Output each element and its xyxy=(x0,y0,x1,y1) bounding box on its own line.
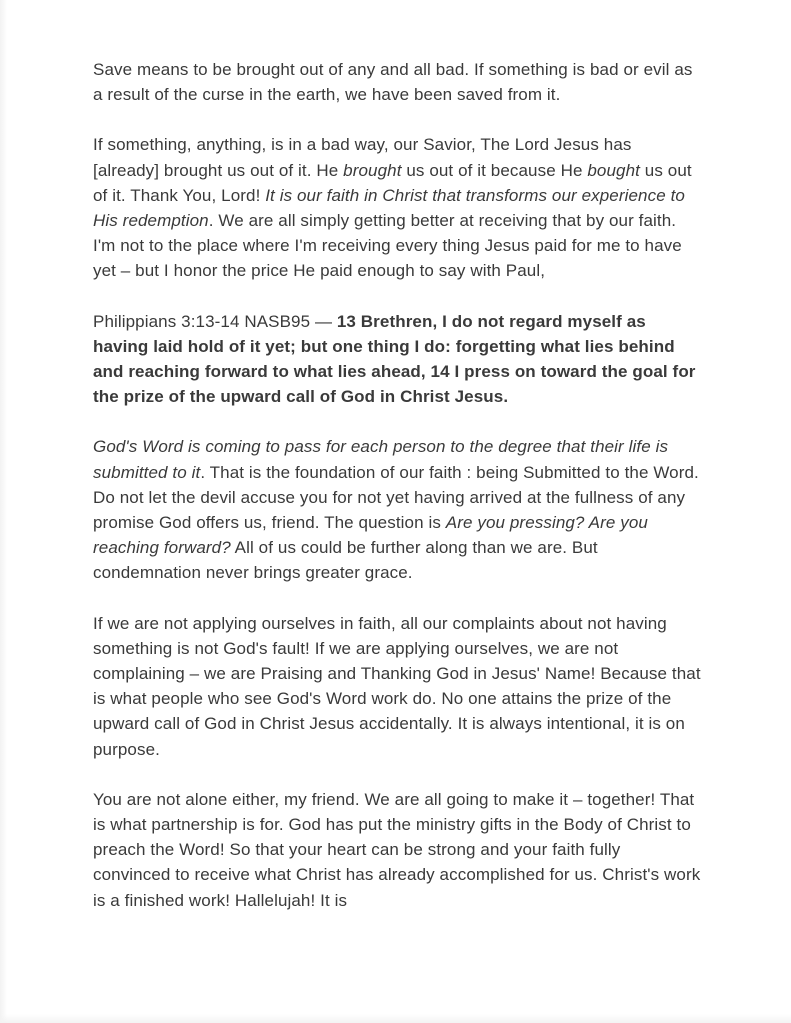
document-body xyxy=(93,57,701,938)
text-run: us out of it. Thank You, Lord! xyxy=(93,160,692,205)
paragraph-2 xyxy=(93,132,701,283)
text-run-italic: It is our faith in Christ that transforms our experience to His redemption xyxy=(93,185,685,231)
text-run-italic: bought xyxy=(587,160,640,180)
paragraph-5 xyxy=(93,611,701,762)
page-edge-bottom xyxy=(0,1014,791,1023)
text-run-italic: brought xyxy=(343,160,402,180)
text-run: . We are all simply getting better at receiving that by our faith. I'm not to the place where I'm receiving every thing Jesus paid for me to have yet – but I honor the price He paid enough to say with Paul, xyxy=(93,211,682,281)
paragraph-6 xyxy=(93,787,701,913)
text-run: us out of it because He xyxy=(401,160,588,180)
paragraph-4 xyxy=(93,434,701,585)
paragraph-1 xyxy=(93,57,701,107)
text-run: If something, anything, is in a bad way, our Savior, The Lord Jesus has [already] brought us out of it. He xyxy=(93,135,632,180)
scripture-reference: Philippians 3:13-14 NASB95 — xyxy=(93,311,337,331)
text-run: . That is the foundation of our faith : being Submitted to the Word. Do not let the devil accuse you for not yet having arrived at the fullness of any promise God offers us, friend. The question is xyxy=(93,462,699,533)
text-run: You are not alone either, my friend. We are all going to make it – together! That is what partnership is for. God has put the ministry gifts in the Body of Christ to preach the Word! So that your heart can be strong and your faith fully convinced to receive what Christ has already accomplished for us. Christ's work is a finished work! Hallelujah! It is xyxy=(93,789,701,910)
text-run: All of us could be further along than we are. But condemnation never brings greater grace. xyxy=(93,538,598,583)
text-run-italic: God's Word is coming to pass for each person to the degree that their life is submitted to it xyxy=(93,437,669,482)
text-run: If we are not applying ourselves in faith, all our complaints about not having something is not God's fault! If we are applying ourselves, we are not complaining – we are Praising and Thanking God in Jesus' Name! Because that is what people who see God's Word work do. No one attains the prize of the upward call of God in Christ Jesus accidentally. It is always intentional, it is on purpose. xyxy=(93,613,701,759)
text-run: Save means to be brought out of any and all bad. If something is bad or evil as a result of the curse in the earth, we have been saved from it. xyxy=(93,60,693,105)
scripture-text-bold: 13 Brethren, I do not regard myself as having laid hold of it yet; but one thing I do: forgetting what lies behind and reaching forward to what lies ahead, 14 I press on toward the goal for the prize of the upward call of God in Christ Jesus. xyxy=(93,311,696,407)
page-edge-left xyxy=(0,0,7,1023)
text-run-italic: Are you pressing? Are you reaching forward? xyxy=(93,513,648,558)
paragraph-3-scripture xyxy=(93,309,701,410)
